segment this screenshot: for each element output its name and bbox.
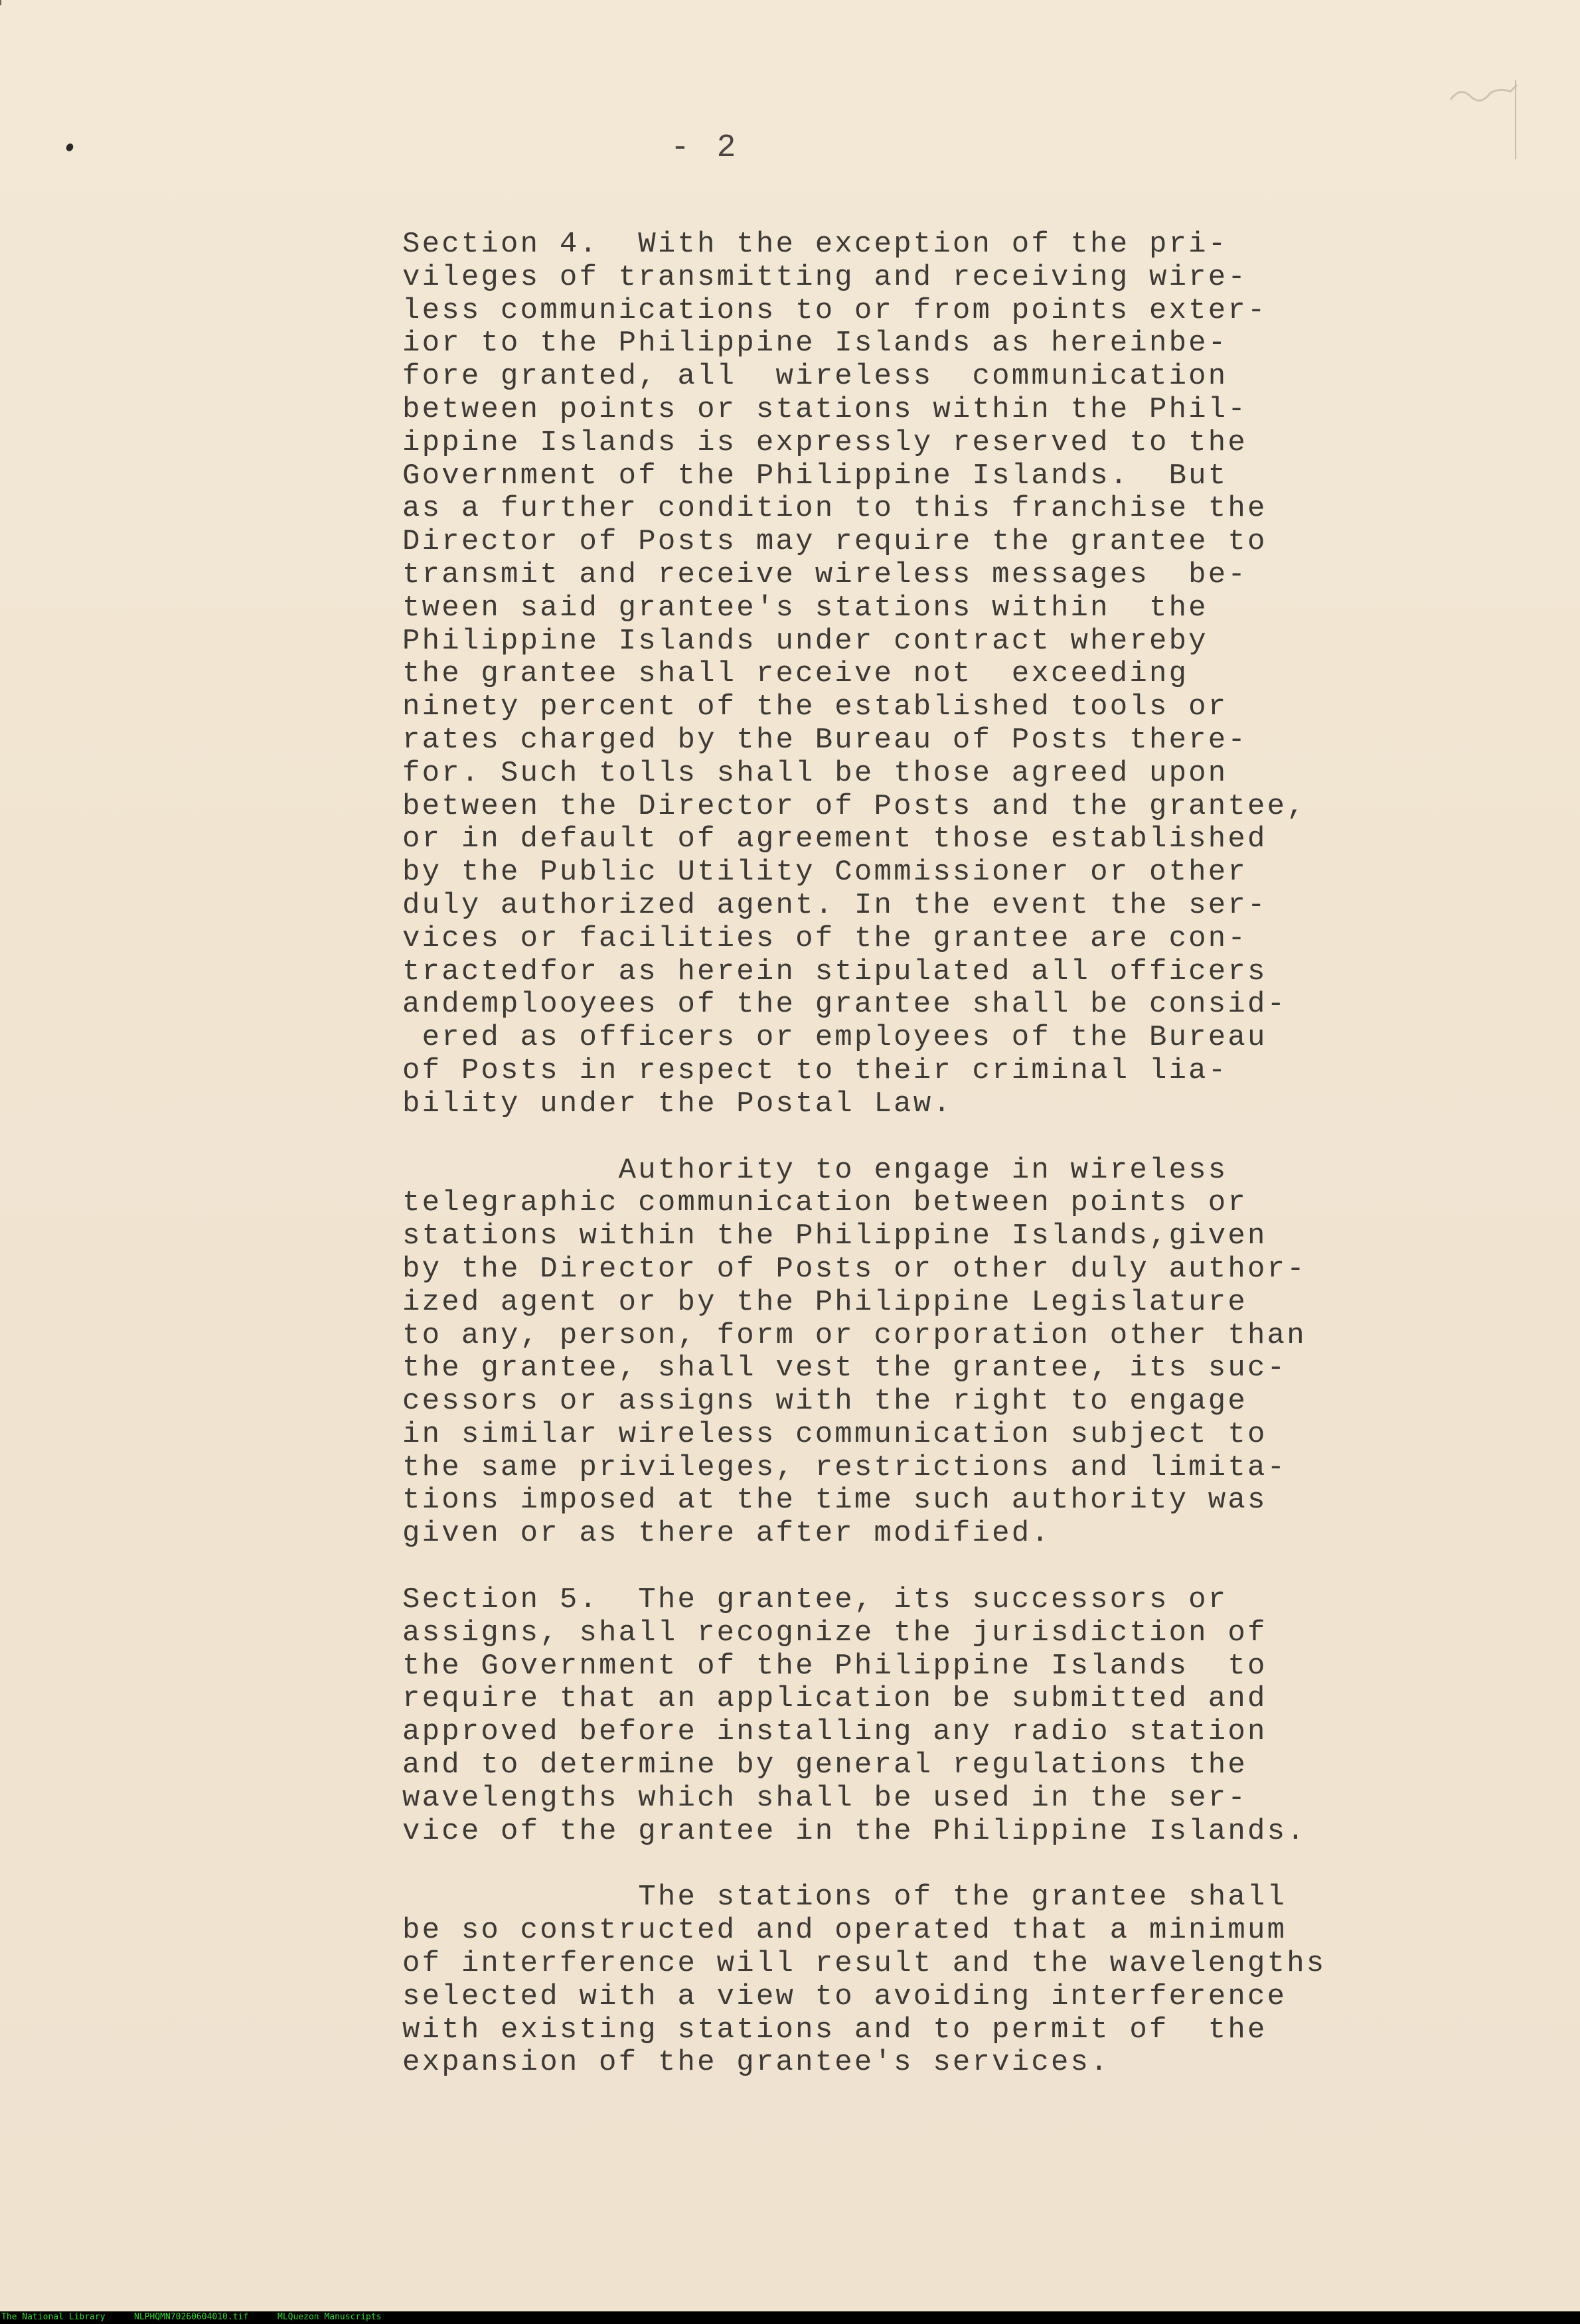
text-line: Section 4. With the exception of the pri- <box>402 228 1228 261</box>
text-line: fore granted, all wireless communication <box>402 360 1228 394</box>
text-line: andemplooyees of the grantee shall be consid- <box>402 988 1287 1022</box>
text-line: the Government of the Philippine Islands to <box>402 1649 1267 1683</box>
text-line: cessors or assigns with the right to engage <box>402 1385 1247 1419</box>
text-line: ninety percent of the established tools or <box>402 690 1228 724</box>
text-line: in similar wireless communication subject to <box>402 1417 1267 1451</box>
text-line: Section 5. The grantee, its successors or <box>402 1583 1228 1617</box>
text-line: transmit and receive wireless messages be- <box>402 558 1247 591</box>
text-line: ippine Islands is expressly reserved to the <box>402 426 1247 459</box>
text-line: tions imposed at the time such authority was <box>402 1484 1267 1517</box>
text-line: tween said grantee's stations within the <box>402 591 1208 625</box>
text-line: approved before installing any radio station <box>402 1715 1267 1749</box>
text-line: vices or facilities of the grantee are con- <box>402 921 1247 955</box>
text-line: ior to the Philippine Islands as hereinbe- <box>402 327 1228 360</box>
text-line: duly authorized agent. In the event the ser- <box>402 888 1267 922</box>
text-line: of Posts in respect to their criminal lia- <box>402 1053 1228 1087</box>
document-body <box>402 228 1398 2080</box>
text-line: expansion of the grantee's services. <box>402 2046 1110 2080</box>
text-line: by the Public Utility Commissioner or other <box>402 856 1247 890</box>
page-number: - 2 <box>671 130 740 166</box>
margin-line <box>1515 80 1516 159</box>
text-line: less communications to or from points exter- <box>402 293 1267 327</box>
footer-collection: MLQuezon Manuscripts <box>277 2312 382 2322</box>
text-line: Government of the Philippine Islands. But <box>402 459 1228 493</box>
text-line: vice of the grantee in the Philippine Islands. <box>402 1814 1306 1848</box>
text-line: between the Director of Posts and the grantee, <box>402 789 1306 823</box>
text-line: require that an application be submitted and <box>402 1682 1267 1716</box>
text-line: ered as officers or employees of the Bureau <box>402 1021 1267 1055</box>
text-line: to any, person, form or corporation other than <box>402 1318 1306 1352</box>
text-line: tractedfor as herein stipulated all officers <box>402 955 1267 988</box>
text-line: rates charged by the Bureau of Posts there- <box>402 723 1247 757</box>
text-line: the same privileges, restrictions and limita- <box>402 1450 1287 1484</box>
paragraph-gap <box>402 1121 1398 1154</box>
text-line: bility under the Postal Law. <box>402 1087 953 1121</box>
pencil-annotation-mark <box>1447 80 1520 106</box>
paragraph-authority-paragraph <box>402 1154 1398 1551</box>
text-line: Director of Posts may require the grantee to <box>402 525 1267 559</box>
text-line: between points or stations within the Phil- <box>402 392 1247 426</box>
text-line: wavelengths which shall be used in the ser- <box>402 1781 1247 1815</box>
text-line: or in default of agreement those established <box>402 822 1267 856</box>
edge-mark <box>0 0 1 5</box>
text-line: ized agent or by the Philippine Legislature <box>402 1285 1247 1319</box>
text-line: telegraphic communication between points or <box>402 1186 1247 1220</box>
text-line: with existing stations and to permit of the <box>402 2013 1267 2047</box>
text-line: Authority to engage in wireless <box>402 1153 1228 1187</box>
paragraph-section-5 <box>402 1584 1398 1848</box>
paragraph-gap <box>402 1848 1398 1881</box>
text-line: assigns, shall recognize the jurisdiction of <box>402 1616 1267 1650</box>
text-line: by the Director of Posts or other duly author- <box>402 1252 1306 1286</box>
text-line: and to determine by general regulations the <box>402 1748 1247 1782</box>
paragraph-section-4 <box>402 228 1398 1121</box>
text-line: selected with a view to avoiding interference <box>402 1979 1287 2013</box>
paragraph-stations-paragraph <box>402 1881 1398 2080</box>
text-line: Philippine Islands under contract whereby <box>402 624 1208 658</box>
text-line: be so constructed and operated that a minimum <box>402 1914 1287 1948</box>
text-line: vileges of transmitting and receiving wire- <box>402 260 1247 294</box>
text-line: of interference will result and the wavelengths <box>402 1947 1326 1981</box>
scan-footer <box>0 2311 1580 2324</box>
text-line: as a further condition to this franchise the <box>402 492 1267 526</box>
ink-dot <box>65 142 75 152</box>
footer-library: The National Library <box>1 2312 106 2322</box>
text-line: The stations of the grantee shall <box>402 1881 1287 1914</box>
text-line: stations within the Philippine Islands,given <box>402 1219 1267 1253</box>
paragraph-gap <box>402 1551 1398 1584</box>
text-line: the grantee shall receive not exceeding <box>402 657 1189 691</box>
footer-filename: NLPHQMN70260604010.tif <box>134 2312 249 2322</box>
text-line: given or as there after modified. <box>402 1517 1051 1551</box>
text-line: the grantee, shall vest the grantee, its suc- <box>402 1352 1287 1385</box>
text-line: for. Such tolls shall be those agreed upon <box>402 756 1228 790</box>
